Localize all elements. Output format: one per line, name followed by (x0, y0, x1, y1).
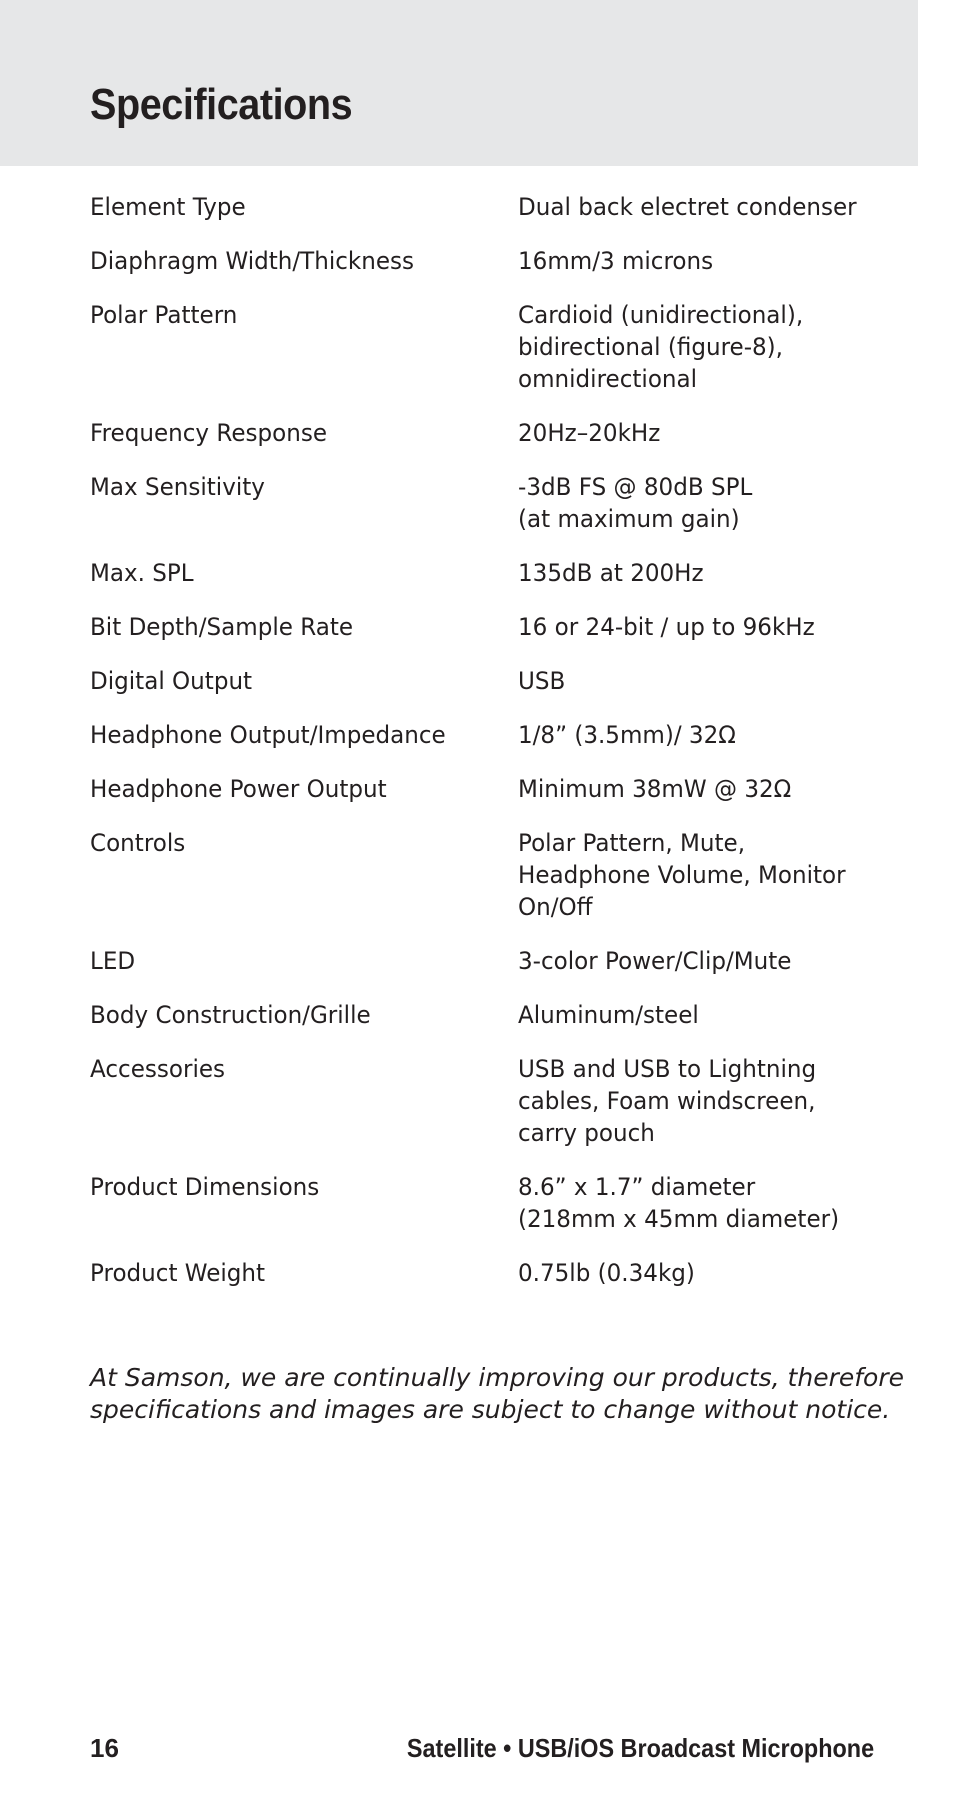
spec-value-line: (at maximum gain) (518, 505, 740, 533)
spec-value (518, 1053, 875, 1149)
spec-value-line: -3dB FS @ 80dB SPL (518, 473, 753, 501)
footer-product-title: Satellite • USB/iOS Broadcast Microphone (406, 1733, 874, 1763)
spec-label: Controls (90, 829, 186, 857)
spec-value-line: USB (518, 667, 566, 695)
spec-label: Product Dimensions (90, 1173, 320, 1201)
spec-value-line: Cardioid (unidirectional), (518, 301, 804, 329)
spec-value (518, 1257, 875, 1289)
spec-value (518, 999, 875, 1031)
spec-row (90, 1171, 890, 1235)
spec-row (90, 299, 890, 395)
spec-value (518, 417, 875, 449)
spec-row (90, 417, 890, 449)
spec-value-line: 0.75lb (0.34kg) (518, 1259, 695, 1287)
spec-value-line: 20Hz–20kHz (518, 419, 661, 447)
spec-label: Digital Output (90, 667, 253, 695)
spec-value-line: Polar Pattern, Mute, (518, 829, 746, 857)
spec-value (518, 557, 875, 589)
disclaimer-line: At Samson, we are continually improving our products, therefore (90, 1363, 905, 1392)
spec-value (518, 471, 875, 535)
spec-value (518, 299, 875, 395)
spec-row (90, 999, 890, 1031)
spec-value-line: USB and USB to Lightning (518, 1055, 817, 1083)
spec-value-line: On/Off (518, 893, 593, 921)
spec-row (90, 557, 890, 589)
spec-row (90, 245, 890, 277)
spec-value-line: 16 or 24-bit / up to 96kHz (518, 613, 815, 641)
spec-value-line: 16mm/3 microns (518, 247, 714, 275)
spec-row (90, 719, 890, 751)
spec-row (90, 1053, 890, 1149)
spec-label: Accessories (90, 1055, 226, 1083)
spec-label: Headphone Output/Impedance (90, 721, 446, 749)
spec-value-line: Headphone Volume, Monitor (518, 861, 846, 889)
spec-value-line: cables, Foam windscreen, (518, 1087, 816, 1115)
spec-label: Frequency Response (90, 419, 328, 447)
spec-label: Bit Depth/Sample Rate (90, 613, 354, 641)
spec-value-line: 3-color Power/Clip/Mute (518, 947, 792, 975)
spec-value-line: Minimum 38mW @ 32Ω (518, 775, 792, 803)
spec-value-line: 135dB at 200Hz (518, 559, 704, 587)
spec-value (518, 773, 875, 805)
spec-value-line: carry pouch (518, 1119, 655, 1147)
spec-value (518, 719, 875, 751)
spec-label: Headphone Power Output (90, 775, 387, 803)
spec-table (90, 191, 890, 1311)
spec-row (90, 471, 890, 535)
spec-row (90, 191, 890, 223)
spec-value (518, 665, 875, 697)
page-number: 16 (90, 1733, 119, 1763)
disclaimer (90, 1362, 905, 1426)
spec-value (518, 945, 875, 977)
spec-value (518, 611, 875, 643)
spec-label: Max. SPL (90, 559, 194, 587)
spec-row (90, 827, 890, 923)
page-footer (90, 1730, 874, 1766)
spec-label: Product Weight (90, 1259, 266, 1287)
spec-value-line: omnidirectional (518, 365, 698, 393)
spec-row (90, 945, 890, 977)
spec-label: LED (90, 947, 136, 975)
spec-label: Diaphragm Width/Thickness (90, 247, 415, 275)
page-title: Specifications (90, 80, 353, 129)
spec-label: Element Type (90, 193, 246, 221)
spec-row (90, 611, 890, 643)
spec-value-line: bidirectional (figure-8), (518, 333, 784, 361)
spec-label: Polar Pattern (90, 301, 238, 329)
spec-value (518, 827, 875, 923)
spec-value (518, 245, 875, 277)
spec-row (90, 665, 890, 697)
spec-value (518, 191, 875, 223)
spec-value (518, 1171, 875, 1235)
spec-label: Max Sensitivity (90, 473, 265, 501)
spec-value-line: 1/8” (3.5mm)/ 32Ω (518, 721, 736, 749)
spec-row (90, 1257, 890, 1289)
spec-value-line: (218mm x 45mm diameter) (518, 1205, 840, 1233)
spec-value-line: Aluminum/steel (518, 1001, 699, 1029)
disclaimer-line: specifications and images are subject to change without notice. (90, 1395, 891, 1424)
spec-row (90, 773, 890, 805)
spec-value-line: 8.6” x 1.7” diameter (518, 1173, 756, 1201)
spec-label: Body Construction/Grille (90, 1001, 371, 1029)
spec-value-line: Dual back electret condenser (518, 193, 857, 221)
